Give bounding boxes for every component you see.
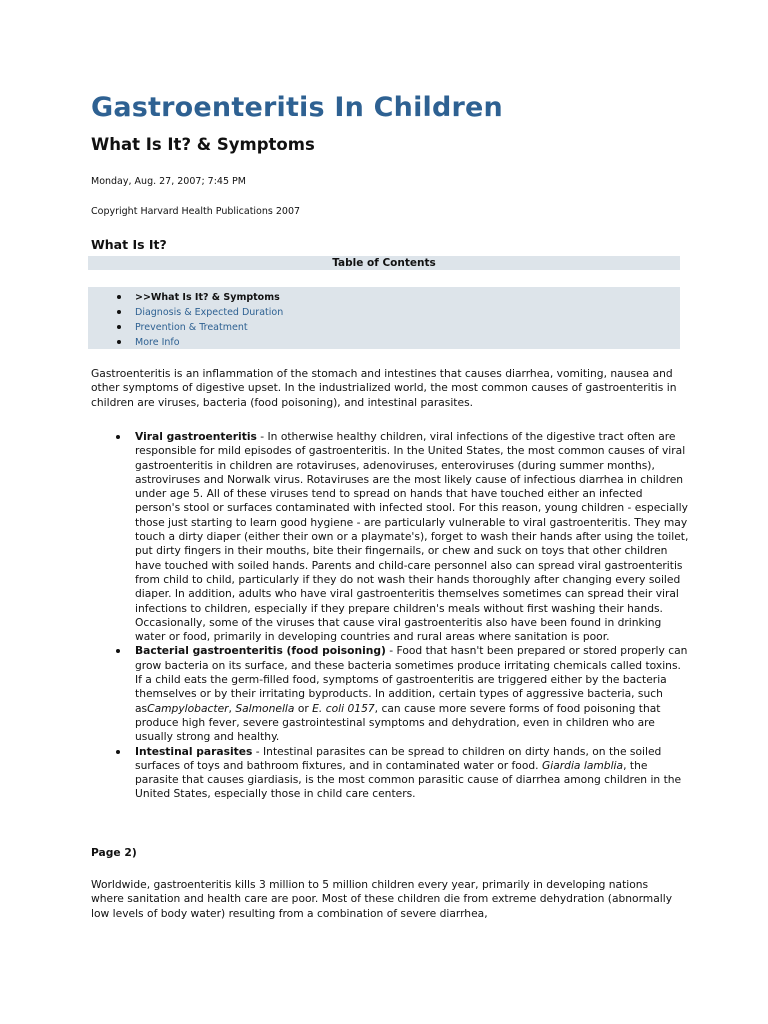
- list-item-term: Intestinal parasites: [135, 744, 253, 758]
- toc-link-diagnosis[interactable]: Diagnosis & Expected Duration: [135, 307, 284, 318]
- page2-heading: Page 2): [91, 846, 137, 859]
- list-item-text: , the parasite that causes giardiasis, is the most common parasitic cause of diarrhea among children in the United States, especially those in child care centers.: [135, 758, 682, 801]
- organism-name: Campylobacter: [147, 701, 229, 715]
- toc-list: [88, 290, 283, 350]
- list-item-text: - Food that hasn't been prepared or stored properly can grow bacteria on its surface, and these bacteria sometimes produce irritating chemicals called toxins. If a child eats the germ-filled food, symptoms of gastroenteritis are triggered either by the bacteria themselves or by their irritating byproducts. In addition, certain types of aggressive bacteria, such as: [135, 644, 688, 715]
- list-item-viral: [91, 430, 691, 644]
- separator: ,: [228, 701, 236, 715]
- bullet-icon: [117, 325, 121, 329]
- toc-item-what-is-it: [88, 290, 283, 305]
- list-item-text: - Intestinal parasites can be spread to children on dirty hands, on the soiled surfaces of toys and bathroom fixtures, and in contaminated water or food.: [135, 744, 662, 772]
- toc-link-prevention[interactable]: Prevention & Treatment: [135, 322, 248, 333]
- bullet-icon: [117, 340, 121, 344]
- list-item-text: - In otherwise healthy children, viral infections of the digestive tract often are responsible for mild episodes of gastroenteritis. In the United States, the most common causes of viral gastroenteritis in children are rotaviruses, adenoviruses, enteroviruses (during summer months), astroviruses and Norwalk virus. Rotaviruses are the most likely cause of infectious diarrhea in children under age 5. All of these viruses tend to spread on hands that have touched either an infected person's stool or surfaces contaminated with infected stool. For this reason, young children - especially those just starting to learn good hygiene - are particularly vulnerable to viral gastroenteritis. They may touch a dirty diaper (either their own or a playmate's), forget to wash their hands after using the toilet, put dirty fingers in their mouths, bite their fingernails, or chew and suck on toys that other children have touched with soiled hands. Parents and child-care personnel also can spread viral gastroenteritis from child to child, particularly if they do not wash their hands thoroughly after changing every soiled diaper. In addition, adults who have viral gastroenteritis themselves sometimes can spread their viral infections to children, especially if they prepare children's meals without first washing their hands. Occasionally, some of the viruses that cause viral gastroenteritis also have been found in drinking water or food, primarily in developing countries and rural areas where sanitation is poor.: [135, 430, 689, 644]
- list-item-text: , can cause more severe forms of food poisoning that produce high fever, severe gastrointestinal symptoms and dehydration, even in children who are usually strong and healthy.: [135, 701, 661, 744]
- document-subtitle: What Is It? & Symptoms: [91, 135, 315, 154]
- bullet-icon: [116, 435, 120, 439]
- document-title: Gastroenteritis In Children: [91, 92, 503, 123]
- toc-header: Table of Contents: [88, 256, 680, 270]
- organism-name: Giardia lamblia: [541, 758, 624, 772]
- section-heading: What Is It?: [91, 237, 167, 252]
- list-item-bacterial: [91, 644, 691, 744]
- table-of-contents: [88, 287, 680, 349]
- toc-item-prevention[interactable]: [88, 320, 283, 335]
- bullet-icon: [116, 649, 120, 653]
- toc-item-diagnosis[interactable]: [88, 305, 283, 320]
- list-item-parasites: [91, 745, 691, 802]
- separator: or: [294, 701, 313, 715]
- toc-item-more-info[interactable]: [88, 335, 283, 350]
- list-item-term: Bacterial gastroenteritis (food poisoning): [135, 644, 386, 658]
- organism-name: E. coli 0157: [312, 701, 375, 715]
- list-item-term: Viral gastroenteritis: [135, 430, 257, 443]
- page2-paragraph: Worldwide, gastroenteritis kills 3 million to 5 million children every year, primarily in developing nations where sanitation and health care are poor. Most of these children die from extreme dehydration (abnormally low levels of body water) resulting from a combination of severe diarrhea,: [91, 878, 673, 920]
- toc-item-label: >>What Is It? & Symptoms: [135, 292, 280, 303]
- copyright-notice: Copyright Harvard Health Publications 2007: [91, 206, 301, 217]
- bullet-icon: [117, 295, 121, 299]
- publish-date: Monday, Aug. 27, 2007; 7:45 PM: [91, 176, 246, 187]
- toc-link-more-info[interactable]: More Info: [135, 337, 180, 348]
- bullet-icon: [117, 310, 121, 314]
- causes-list: [91, 430, 691, 802]
- intro-paragraph: Gastroenteritis is an inflammation of the stomach and intestines that causes diarrhea, vomiting, nausea and other symptoms of digestive upset. In the industrialized world, the most common causes of gastroenteritis in children are viruses, bacteria (food poisoning), and intestinal parasites.: [91, 367, 677, 409]
- bullet-icon: [116, 750, 120, 754]
- organism-name: Salmonella: [235, 701, 295, 715]
